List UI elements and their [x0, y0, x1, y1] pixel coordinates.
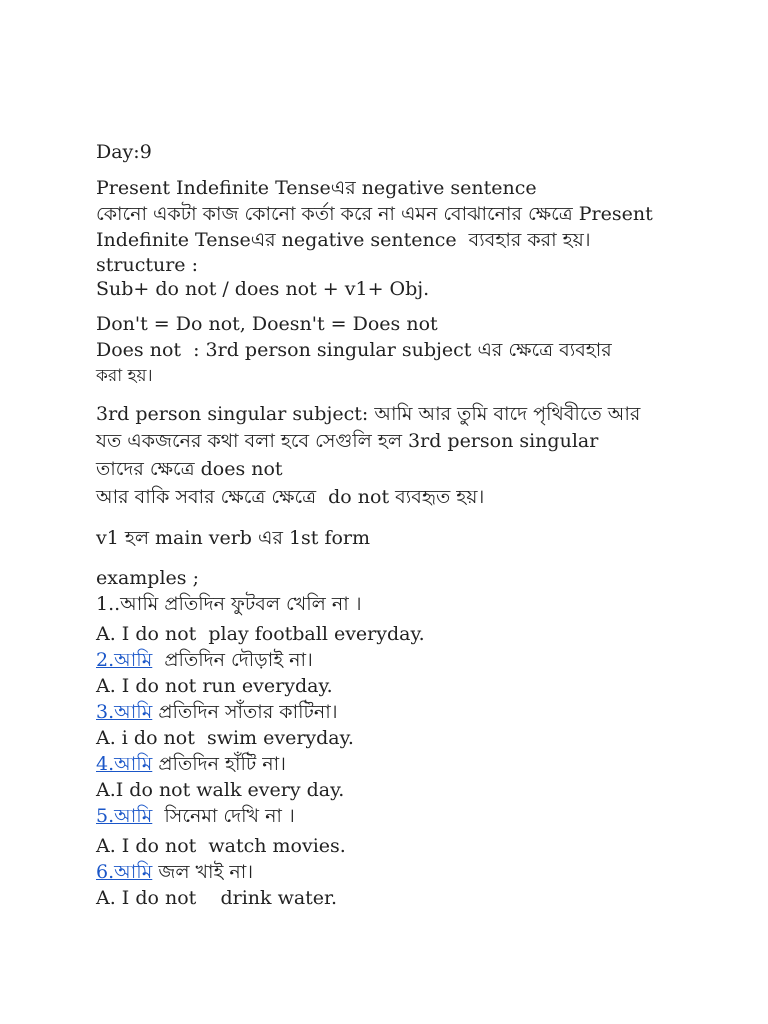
does-not-line-2: করা হয়।: [96, 366, 153, 386]
v1-note: v1 হল main verb এর 1st form: [96, 527, 371, 549]
lesson-heading: Present Indefinite Tenseএর negative sentence: [96, 177, 537, 199]
third-person-line-1: 3rd person singular subject: আমি আর তুমি বাদে পৃথিবীতে আর: [96, 403, 641, 425]
example-english: A. I do not run everyday.: [96, 675, 333, 697]
example-1: [96, 591, 696, 647]
example-3: [96, 699, 696, 751]
example-4: [96, 751, 696, 803]
third-person-line-3: তাদের ক্ষেত্রে does not: [96, 458, 283, 480]
example-english: A. i do not swim everyday.: [96, 727, 354, 749]
definition-line-1: কোনো একটা কাজ কোনো কর্তা করে না এমন বোঝানোর ক্ষেত্রে Present: [96, 203, 653, 225]
example-english: A. I do not play football everyday.: [96, 623, 425, 645]
example-5: [96, 803, 696, 859]
example-number-link[interactable]: 6.আমি: [96, 861, 153, 883]
structure-label: structure :: [96, 254, 198, 276]
example-number-link[interactable]: 4.আমি: [96, 753, 153, 775]
example-english: A.I do not walk every day.: [96, 779, 345, 801]
example-number-link[interactable]: 3.আমি: [96, 701, 153, 723]
example-2: [96, 647, 696, 699]
examples-list: [96, 591, 696, 911]
example-english: A. I do not watch movies.: [96, 835, 346, 857]
example-bengali: প্রতিদিন হাঁটি না।: [152, 753, 286, 775]
does-not-line-1: Does not : 3rd person singular subject এর ক্ষেত্রে ব্যবহার: [96, 339, 612, 361]
example-number-link[interactable]: 5.আমি: [96, 805, 153, 827]
example-6: [96, 859, 696, 911]
structure-formula: Sub+ do not / does not + v1+ Obj.: [96, 278, 430, 300]
example-bengali: সিনেমা দেখি না ।: [152, 805, 295, 827]
example-number-link[interactable]: 2.আমি: [96, 649, 153, 671]
document-page: [96, 139, 696, 911]
example-bengali: জল খাই না।: [152, 861, 254, 883]
third-person-line-2: যত একজনের কথা বলা হবে সেগুলি হল 3rd person singular: [96, 430, 599, 452]
example-english: A. I do not drink water.: [96, 887, 338, 909]
day-label: Day:9: [96, 141, 152, 163]
third-person-line-4: আর বাকি সবার ক্ষেত্রে ক্ষেত্রে do not ব্যবহৃত হয়।: [96, 486, 485, 508]
contractions-note: Don't = Do not, Doesn't = Does not: [96, 313, 438, 335]
example-bengali: 1..আমি প্রতিদিন ফুটবল খেলি না ।: [96, 593, 362, 615]
example-bengali: প্রতিদিন সাঁতার কাটিনা।: [152, 701, 338, 723]
examples-label: examples ;: [96, 567, 199, 589]
definition-line-2: Indefinite Tenseএর negative sentence ব্যবহার করা হয়।: [96, 229, 591, 251]
example-bengali: প্রতিদিন দৌড়াই না।: [152, 649, 313, 671]
